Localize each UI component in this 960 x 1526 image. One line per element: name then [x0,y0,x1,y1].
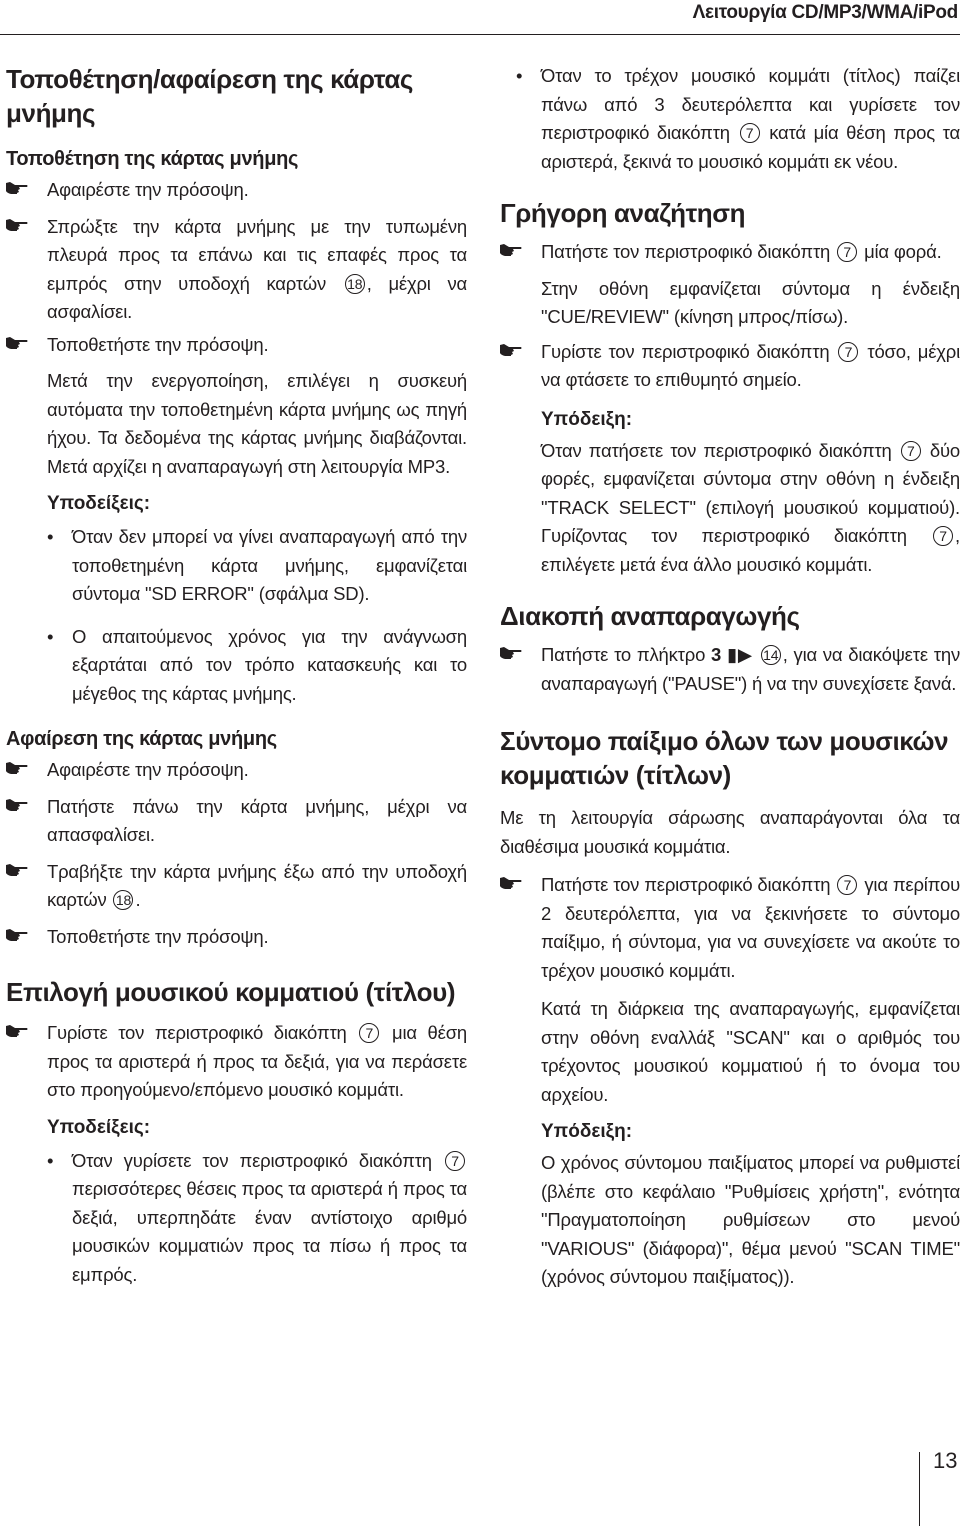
callout-number: 7 [445,1151,465,1171]
hint-item: • Ο απαιτούμενος χρόνος για την ανάγνωση εξαρτάται από τον τρόπο κατασκευής και το μέγεθος της κάρτας μνήμης. [47,625,467,704]
step-text: Τοποθετήστε την πρόσοψη. [47,925,269,947]
page-header-title: Λειτουργία CD/MP3/WMA/iPod [692,2,958,23]
pointing-hand-icon [6,798,28,812]
callout-number: 7 [933,526,953,546]
pointing-hand-icon [6,863,28,877]
step-note: Μετά την ενεργοποίηση, επιλέγει η συσκευή αυτόματα την τοποθετημένη κάρτα μνήμης ως πηγή ήχου. Τα δεδομένα της κάρτας μνήμης διαβάζονται. Μετά αρχίζει η αναπαραγωγή στη λειτουργία MP3. [47,370,467,477]
step-text: Τραβήξτε την κάρτα μνήμης έξω από την υποδοχή καρτών [47,860,467,910]
hint-title: Υπόδειξη: [541,1121,633,1142]
page-number-divider [919,1452,920,1526]
callout-number: 18 [345,274,365,294]
subsection-title-remove: Αφαίρεση της κάρτας μνήμης [6,728,277,750]
callout-number: 7 [838,342,858,362]
step-text: Αφαιρέστε την πρόσοψη. [47,179,249,200]
section-title-scan: Σύντομο παίξιμο όλων των μουσικών κομματιών (τίτλων) [500,726,949,790]
pointing-hand-icon [500,343,522,357]
step-item [6,756,467,785]
pointing-hand-icon [6,928,28,942]
callout-number: 7 [740,123,760,143]
section-title-track: Επιλογή μουσικού κομματιού (τίτλου) [6,977,456,1007]
step-item [6,923,467,952]
section-title-search: Γρήγορη αναζήτηση [500,198,746,228]
step-note: Στην οθόνη εμφανίζεται σύντομα η ένδειξη "CUE/REVIEW" (κίνηση μπρος/πίσω). [541,277,960,327]
step-text: Πατήστε τον περιστροφικό διακόπτη [541,241,831,262]
step-item [500,238,960,267]
step-item [6,176,467,205]
step-item [6,1019,467,1105]
callout-number: 7 [901,441,921,461]
hint-text: Όταν δεν μπορεί να γίνει αναπαραγωγή από την τοποθετημένη κάρτα μνήμης, εμφανίζεται σύντομα "SD ERROR" (σφάλμα SD). [72,526,467,604]
callout-number: 14 [761,645,781,665]
hint-item: • Όταν το τρέχον μουσικό κομμάτι (τίτλος) παίζει πάνω από 3 δευτερόλεπτα και γυρίσετε τον περιστροφικό διακόπτη 7 κατά μία θέση προς τα αριστερά, ξεκινά το μουσικό κομμάτι εκ νέου. [516,65,960,172]
callout-number: 7 [359,1023,379,1043]
step-text: Πατήστε το πλήκτρο [541,644,706,665]
step-text-end: για περίπου 2 δευτερόλεπτα, για να ξεκινήσετε το σύντομο παίξιμο, ή σύντομα, για να συνεχίσετε να ακούτε το τρέχον μουσικό κομμάτι. [541,874,960,981]
step-text-end: , για να διακόψετε την αναπαραγωγή ("PAUSE") ή να την συνεχίσετε ξανά. [541,644,960,694]
step-item [6,213,467,327]
step-item [500,338,960,395]
step-text-end: μία φορά. [864,241,942,262]
step-note: Κατά τη διάρκεια της αναπαραγωγής, εμφανίζεται στην οθόνη εναλλάξ "SCAN" και ο αριθμός του τρέχοντος μουσικού κομματιού ή το όνομα του αρχείου. [541,998,960,1105]
hint-title: Υπόδειξη: [541,408,633,430]
pointing-hand-icon [6,761,28,775]
hints-title: Υποδείξεις: [47,493,151,514]
hint-text-part: Όταν πατήσετε τον περιστροφικό διακόπτη [541,439,892,461]
step-item [6,858,467,915]
callout-number: 18 [113,890,133,910]
step-text: Τοποθετήστε την πρόσοψη. [47,333,269,355]
step-item [6,331,467,360]
hint-text-part: , επιλέγετε μετά ένα άλλο μουσικό κομμάτι. [541,525,960,575]
hint-item: • Όταν δεν μπορεί να γίνει αναπαραγωγή από την τοποθετημένη κάρτα μνήμης, εμφανίζεται σύντομα "SD ERROR" (σφάλμα SD). [47,526,467,604]
play-pause-icon: ▮▶ [727,644,753,665]
callout-number: 7 [837,875,857,895]
step-text-end: μια θέση προς τα αριστερά ή προς τα δεξιά, για να περάσετε στο προηγούμενο/επόμενο μουσικό κομμάτι. [47,1022,467,1100]
hint-item: • Όταν γυρίσετε τον περιστροφικό διακόπτη 7 περισσότερες θέσεις προς τα αριστερά ή προς τα δεξιά, υπερπηδάτε έναν αντίστοιχο αριθμό μουσικών κομματιών προς τα πίσω ή προς τα εμπρός. [47,1149,467,1285]
left-column [6,62,467,1289]
page-number: 13 [933,1448,958,1473]
pointing-hand-icon [6,336,28,350]
pointing-hand-icon [6,1024,28,1038]
right-column [500,62,960,1292]
subsection-title-insert: Τοποθέτηση της κάρτας μνήμης [6,148,299,170]
step-text: Γυρίστε τον περιστροφικό διακόπτη [47,1022,347,1043]
hints-title: Υποδείξεις: [47,1116,151,1138]
pointing-hand-icon [6,218,28,232]
pointing-hand-icon [500,646,522,660]
step-item [500,871,960,985]
section-title-pause: Διακοπή αναπαραγωγής [500,601,800,631]
button-3-label: 3 [711,644,722,665]
pointing-hand-icon [6,181,28,195]
hint-text: Ο χρόνος σύντομου παιξίματος μπορεί να ρυθμιστεί (βλέπε στο κεφάλαιο "Ρυθμίσεις χρήστη", ενότητα "Πραγματοποίηση ρυθμίσεων στο μενού "VARIOUS" (διάφορα)", θέμα μενού "SCAN TIME" (χρόνος σύντομου παιξίματος)). [541,1152,960,1287]
step-item [500,641,960,698]
header-divider [0,34,960,35]
hint-text-end: περισσότερες θέσεις προς τα αριστερά ή προς τα δεξιά, υπερπηδάτε έναν αντίστοιχο αριθμό μουσικών κομματιών προς τα πίσω ή προς τα εμπρός. [72,1178,467,1285]
step-text-end: τόσο, μέχρι να φτάσετε το επιθυμητό σημείο. [541,340,960,390]
hint-text [500,437,960,580]
step-text-end: , μέχρι να ασφαλίσει. [47,272,467,322]
callout-number: 7 [837,242,857,262]
step-item [6,793,467,850]
pointing-hand-icon [500,876,522,890]
hint-text: Όταν γυρίσετε τον περιστροφικό διακόπτη [72,1149,432,1171]
step-text: Αφαιρέστε την πρόσοψη. [47,759,249,780]
pointing-hand-icon [500,243,522,257]
hint-text-part: δύο φορές, εμφανίζεται σύντομα στην οθόνη η ένδειξη "TRACK SELECT" (επιλογή μουσικού κομματιού). Γυρίζοντας τον περιστροφικό διακόπτη [541,439,960,546]
hint-text: Όταν το τρέχον μουσικό κομμάτι (τίτλος) παίζει πάνω από 3 δευτερόλεπτα και γυρίσετε τον περιστροφικό διακόπτη [541,65,960,143]
step-text: Πατήστε τον περιστροφικό διακόπτη [541,874,831,895]
step-text: Σπρώξτε την κάρτα μνήμης με την τυπωμένη πλευρά προς τα επάνω και τις επαφές προς τα εμπρός στην υποδοχή καρτών [47,215,467,294]
section-title-card: Τοποθέτηση/αφαίρεση της κάρτας μνήμης [6,64,414,128]
step-text-end: . [135,889,141,910]
hint-text: Ο απαιτούμενος χρόνος για την ανάγνωση εξαρτάται από τον τρόπο κατασκευής και το μέγεθος της κάρτας μνήμης. [72,625,467,704]
scan-intro: Με τη λειτουργία σάρωσης αναπαράγονται όλα τα διαθέσιμα μουσικά κομμάτια. [500,807,960,857]
step-text: Γυρίστε τον περιστροφικό διακόπτη [541,340,830,362]
step-text: Πατήστε πάνω την κάρτα μνήμης, μέχρι να απασφαλίσει. [47,795,467,845]
hint-text-end: κατά μία θέση προς τα αριστερά, ξεκινά το μουσικό κομμάτι εκ νέου. [541,122,960,172]
